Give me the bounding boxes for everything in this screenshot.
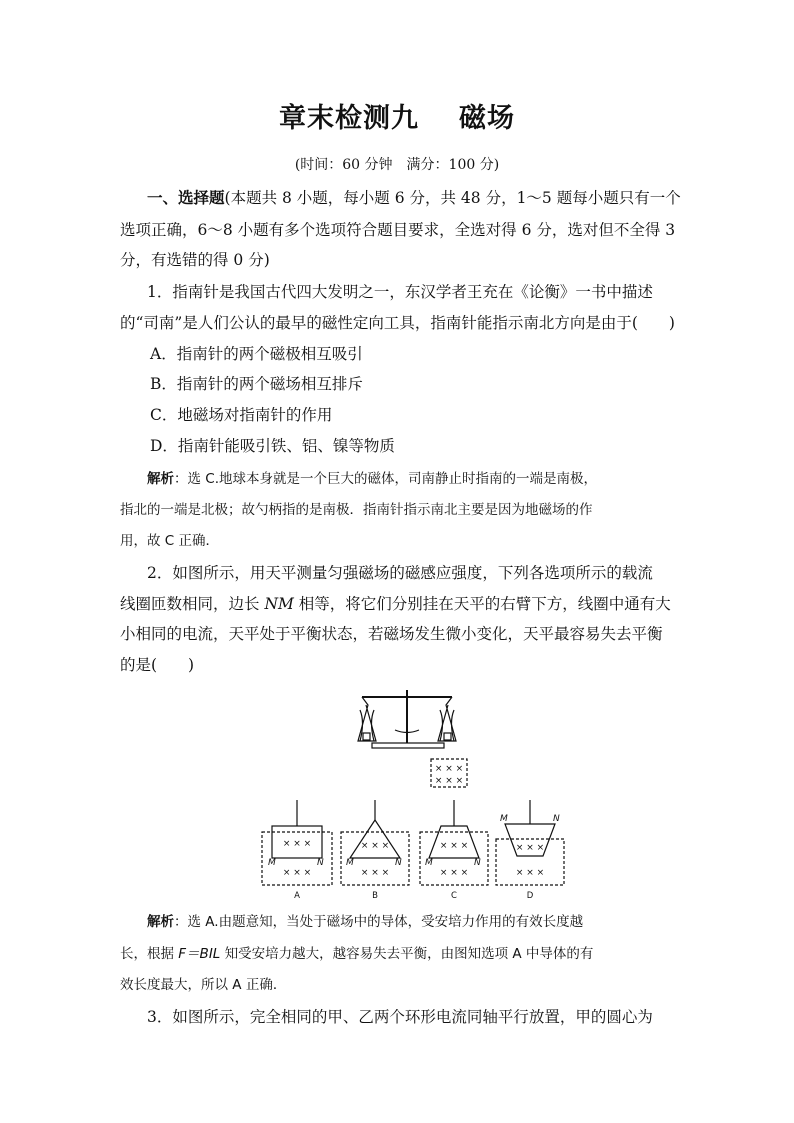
coil-d-n-label: N	[553, 814, 560, 824]
option-d-label: D	[526, 891, 534, 901]
coil-b-frame	[350, 820, 400, 858]
q1-option-a: A．指南针的两个磁极相互吸引	[150, 345, 363, 363]
coil-c-cross-1: × × ×	[439, 841, 469, 851]
q1-explanation-line-3: 用，故 C 正确．	[120, 533, 220, 549]
coil-a-cross-1: × × ×	[282, 839, 312, 849]
section1-heading: 一、选择题	[147, 188, 225, 207]
left-weight	[363, 733, 370, 740]
coil-b-n-label: N	[395, 858, 402, 868]
q2-explanation-line-1	[147, 910, 583, 930]
q1-option-d: D．指南针能吸引铁、铝、镍等物质	[150, 437, 395, 455]
right-pan	[438, 697, 456, 741]
q3-line-1: 3．如图所示，完全相同的甲、乙两个环形电流同轴平行放置，甲的圆心为	[147, 1008, 653, 1026]
q2-formula: F＝BIL	[178, 946, 221, 962]
coil-d-cross-1: × × ×	[515, 843, 545, 853]
coil-c-n-label: N	[474, 858, 481, 868]
q2-line-1: 2．如图所示，用天平测量匀强磁场的磁感应强度，下列各选项所示的载流	[147, 564, 653, 582]
title-sub: 磁场	[459, 103, 515, 134]
option-a-label: A	[294, 891, 300, 901]
section1-text-1: (本题共 8 小题，每小题 6 分，共 48 分，1～5 题每小题只有一个	[224, 189, 681, 207]
q1-line-1: 1．指南针是我国古代四大发明之一，东汉学者王充在《论衡》一书中描述	[147, 283, 653, 301]
q1-explanation-label: 解析	[147, 471, 174, 487]
coil-a-cross-2: × × ×	[282, 868, 312, 878]
coil-c-cross-2: × × ×	[439, 868, 469, 878]
coil-d-m-label: M	[500, 814, 508, 824]
section1-line-3: 分，有选错的得 0 分)	[120, 251, 270, 269]
q2-explanation-text-2a: 长，根据	[120, 946, 179, 962]
q2-line-4: 的是( )	[120, 656, 195, 674]
coil-a-m-label: M	[268, 858, 276, 868]
q1-explanation-text-1: ：选 C.地球本身就是一个巨大的磁体，司南静止时指南的一端是南极，	[174, 471, 598, 487]
section1-line-2: 选项正确，6～8 小题有多个选项符合题目要求，全选对得 6 分，选对但不全得 3	[120, 221, 676, 239]
coil-a-n-label: N	[317, 858, 324, 868]
option-b-label: B	[372, 891, 378, 901]
balance-base	[372, 743, 444, 748]
coil-d-cross-2: × × ×	[515, 868, 545, 878]
left-pan	[358, 697, 376, 741]
coil-b-cross-2: × × ×	[360, 868, 390, 878]
q2-explanation-text-1: ：选 A.由题意知，当处于磁场中的导体，受安培力作用的有效长度越	[174, 914, 584, 930]
coil-b-cross-1: × × ×	[360, 841, 390, 851]
coil-b-m-label: M	[346, 858, 354, 868]
q1-explanation-line-2: 指北的一端是北极；故勺柄指的是南极．指南针指示南北主要是因为地磁场的作	[120, 502, 593, 518]
q2-explanation-text-2b: 知受安培力越大，越容易失去平衡，由图知选项 A 中导体的有	[220, 946, 594, 962]
right-weight	[444, 733, 451, 740]
title-main: 章末检测九	[279, 103, 419, 134]
q2-nm: NM	[264, 595, 294, 613]
coil-c-m-label: M	[425, 858, 433, 868]
q2-explanation-label: 解析	[147, 914, 174, 930]
q1-line-2: 的“司南”是人们公认的最早的磁性定向工具，指南针能指示南北方向是由于( )	[120, 314, 675, 332]
option-c-label: C	[451, 891, 457, 901]
q1-option-c: C．地磁场对指南针的作用	[150, 406, 333, 424]
q2-line-2a: 线圈匝数相同，边长	[120, 595, 265, 613]
small-box-cross-row-2: × × ×	[434, 776, 464, 786]
q2-explanation-line-3: 效长度最大，所以 A 正确．	[120, 977, 287, 993]
q1-option-b: B．指南针的两个磁场相互排斥	[150, 375, 363, 393]
q2-explanation-line-2	[120, 942, 593, 962]
q2-line-2b: 相等，将它们分别挂在天平的右臂下方，线圈中通有大	[293, 595, 671, 613]
q2-line-3: 小相同的电流，天平处于平衡状态，若磁场发生微小变化，天平最容易失去平衡	[120, 625, 663, 643]
small-box-cross-row-1: × × ×	[434, 764, 464, 774]
exam-meta: (时间：60 分钟 满分：100 分)	[294, 157, 500, 173]
